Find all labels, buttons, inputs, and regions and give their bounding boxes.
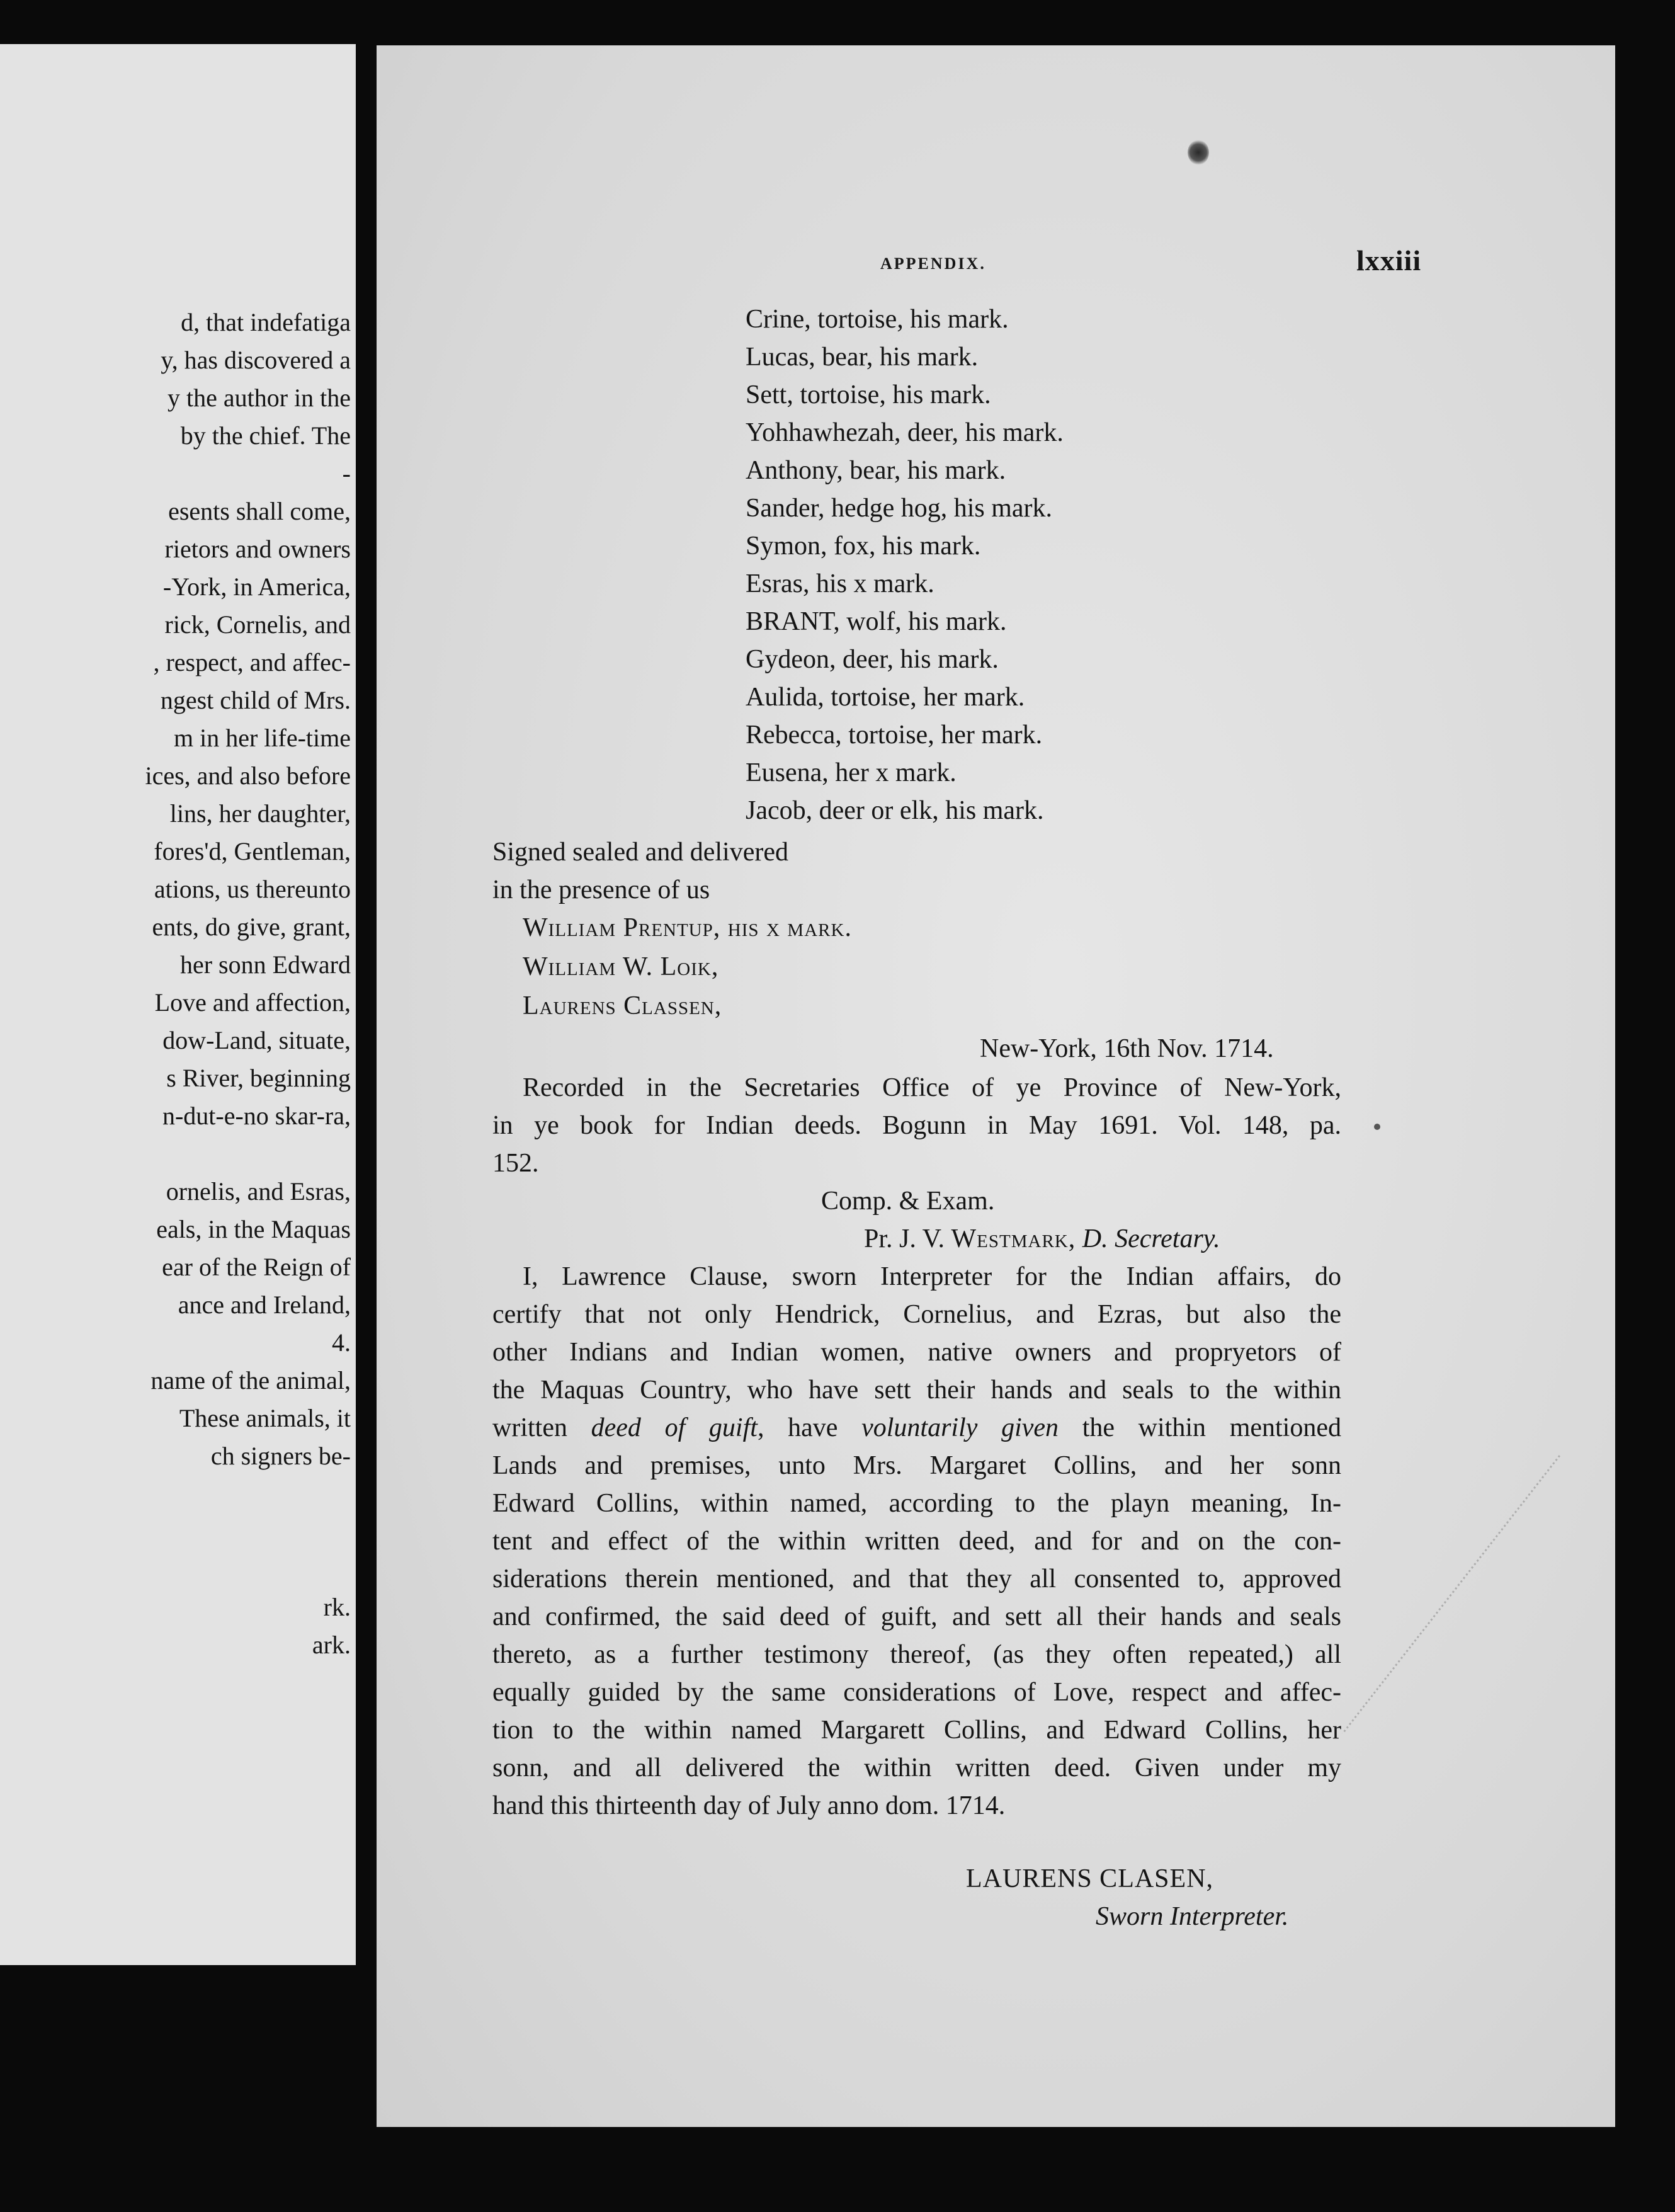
- facing-page-line: These animals, it: [179, 1404, 351, 1432]
- signer-entry: Aulida, tortoise, her mark.: [746, 683, 1025, 712]
- facing-page-line: rietors and owners: [164, 535, 351, 563]
- facing-page-line: lins, her daughter,: [169, 799, 351, 828]
- facing-page-line: her sonn Edward: [179, 950, 351, 979]
- certificate-line: and confirmed, the said deed of guift, and sett all their hands and seals: [492, 1602, 1341, 1631]
- certificate-line: other Indians and Indian women, native owners and propryetors of: [492, 1338, 1341, 1367]
- recorded-line: in ye book for Indian deeds. Bogunn in May 1691. Vol. 148, pa.: [492, 1111, 1341, 1140]
- facing-page-line: ear of the Reign of: [162, 1253, 351, 1281]
- facing-page-line: fores'd, Gentleman,: [154, 837, 351, 865]
- signer-entry: BRANT, wolf, his mark.: [746, 607, 1007, 636]
- signer-entry: Esras, his x mark.: [746, 569, 934, 598]
- facing-page-line: ornelis, and Esras,: [166, 1177, 351, 1206]
- secretary-attestation: [864, 1223, 1220, 1255]
- signer-entry: Yohhawhezah, deer, his mark.: [746, 418, 1064, 447]
- signer-entry: Gydeon, deer, his mark.: [746, 645, 999, 674]
- certificate-line: equally guided by the same considerations of Love, respect and affec-: [492, 1678, 1341, 1707]
- signer-entry: Crine, tortoise, his mark.: [746, 305, 1009, 334]
- secretary-prefix: Pr. J. V.: [864, 1224, 945, 1253]
- signer-entry: Sander, hedge hog, his mark.: [746, 494, 1053, 523]
- facing-page-line: Love and affection,: [154, 988, 351, 1017]
- running-header: APPENDIX.: [880, 254, 986, 273]
- ink-blot: [1188, 140, 1209, 165]
- facing-page-line: ents, do give, grant,: [152, 913, 351, 941]
- facing-page-line: ance and Ireland,: [178, 1291, 351, 1319]
- witness-name: William W. Loik,: [523, 952, 719, 981]
- certificate-line: tion to the within named Margarett Collins, and Edward Collins, her: [492, 1716, 1341, 1745]
- certificate-line: thereto, as a further testimony thereof, (as they often repeated,) all: [492, 1640, 1341, 1669]
- secretary-title: D. Secretary.: [1082, 1224, 1220, 1253]
- facing-page-line: ices, and also before: [145, 761, 351, 790]
- facing-page-line: -York, in America,: [162, 573, 351, 601]
- signer-entry: Sett, tortoise, his mark.: [746, 380, 991, 409]
- facing-page-line: m in her life-time: [173, 724, 351, 752]
- signer-entry: Lucas, bear, his mark.: [746, 343, 979, 372]
- facing-page-line: rk.: [323, 1593, 351, 1621]
- facing-page-line: ations, us thereunto: [154, 875, 351, 903]
- facing-page-line: esents shall come,: [168, 497, 351, 525]
- facing-page-line: n-dut-e-no skar-ra,: [162, 1102, 351, 1130]
- page-number: lxxiii: [1356, 244, 1422, 276]
- witness-name: Laurens Classen,: [523, 991, 722, 1020]
- facing-page-line: by the chief. The: [180, 421, 351, 450]
- signer-entry: Anthony, bear, his mark.: [746, 456, 1006, 485]
- certificate-line: sonn, and all delivered the within written deed. Given under my: [492, 1753, 1341, 1782]
- comp-exam: Comp. & Exam.: [821, 1187, 995, 1216]
- facing-page-line: dow-Land, situate,: [162, 1026, 351, 1054]
- secretary-name: Westmark,: [951, 1224, 1076, 1253]
- facing-page-line: s River, beginning: [166, 1064, 351, 1092]
- facing-page-line: ch signers be-: [210, 1442, 351, 1470]
- signer-entry: Rebecca, tortoise, her mark.: [746, 721, 1043, 750]
- witness-name: William Prentup, his x mark.: [523, 913, 852, 942]
- certificate-line: Edward Collins, within named, according to the playn meaning, In-: [492, 1489, 1341, 1518]
- witness-intro-line: in the presence of us: [492, 875, 710, 904]
- certificate-line: tent and effect of the within written deed, and for and on the con-: [492, 1527, 1341, 1556]
- ink-speck: [1374, 1124, 1380, 1130]
- facing-page-line: ark.: [312, 1631, 351, 1659]
- facing-page-line: ngest child of Mrs.: [160, 686, 351, 714]
- facing-page-line: eals, in the Maquas: [156, 1215, 351, 1243]
- certificate-line: hand this thirteenth day of July anno dom. 1714.: [492, 1791, 1006, 1820]
- facing-page-line: d, that indefatiga: [181, 308, 351, 336]
- witness-intro-line: Signed sealed and delivered: [492, 838, 788, 867]
- certificate-line: I, Lawrence Clause, sworn Interpreter for the Indian affairs, do: [523, 1262, 1341, 1291]
- signer-entry: Symon, fox, his mark.: [746, 532, 981, 561]
- certificate-line: Lands and premises, unto Mrs. Margaret Collins, and her sonn: [492, 1451, 1341, 1480]
- recorded-line: 152.: [492, 1149, 539, 1178]
- appendix-page: [377, 45, 1615, 2127]
- dateline: New-York, 16th Nov. 1714.: [980, 1034, 1274, 1063]
- certificate-line: certify that not only Hendrick, Cornelius, and Ezras, but also the: [492, 1300, 1341, 1329]
- facing-page-line: , respect, and affec-: [153, 648, 351, 676]
- facing-page-line: 4.: [332, 1328, 351, 1357]
- facing-page-line: -: [342, 459, 351, 487]
- certificate-line: the Maquas Country, who have sett their hands and seals to the within: [492, 1376, 1341, 1405]
- facing-page-line: name of the animal,: [150, 1366, 351, 1394]
- signature-name: LAURENS CLASEN,: [966, 1864, 1214, 1893]
- signer-entry: Eusena, her x mark.: [746, 758, 957, 787]
- facing-page-line: y the author in the: [167, 384, 351, 412]
- signer-entry: Jacob, deer or elk, his mark.: [746, 796, 1044, 825]
- recorded-line: Recorded in the Secretaries Office of ye Province of New-York,: [523, 1073, 1341, 1102]
- certificate-line: written deed of guift, have voluntarily given the within mentioned: [492, 1413, 1341, 1442]
- signature-title: Sworn Interpreter.: [1096, 1902, 1289, 1931]
- certificate-line: siderations therein mentioned, and that they all consented to, approved: [492, 1565, 1341, 1593]
- facing-page-line: rick, Cornelis, and: [164, 610, 351, 639]
- facing-page-fragment: [0, 44, 356, 1965]
- scan-streak: [1342, 1455, 1560, 1734]
- facing-page-line: y, has discovered a: [161, 346, 351, 374]
